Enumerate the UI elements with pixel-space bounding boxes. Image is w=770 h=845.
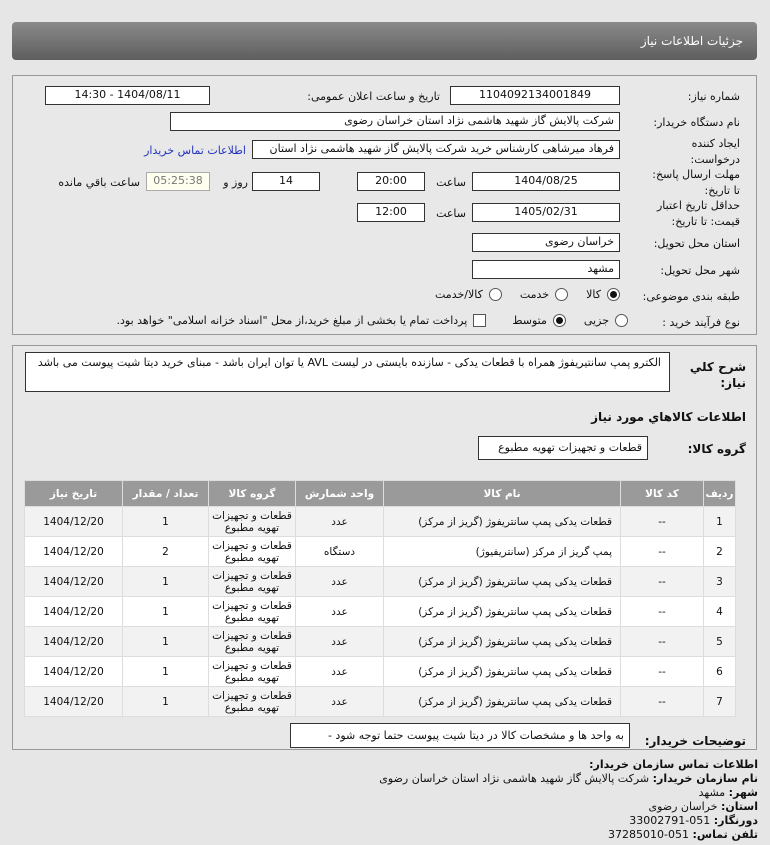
goods-name: قطعات یدکی پمپ سانتریفوژ (گریز از مرکز) — [384, 627, 621, 657]
process-radio-group — [18, 314, 628, 327]
contact-org: شرکت پالایش گاز شهید هاشمی نژاد استان خراسان رضوی — [379, 772, 650, 785]
contact-province-label: استان: — [721, 800, 758, 813]
unit: عدد — [296, 507, 384, 537]
process-medium-radio[interactable] — [553, 314, 566, 327]
goods-section-title: اطلاعات کالاهاي مورد نیاز — [591, 410, 746, 424]
goods-group: قطعات و تجهیزات تهویه مطبوع — [209, 567, 296, 597]
unit: عدد — [296, 687, 384, 717]
announce-label: تاریخ و ساعت اعلان عمومی: — [307, 90, 440, 103]
process-minor-label: جزیی — [583, 314, 609, 327]
category-label: طبقه بندی موضوعی: — [642, 290, 740, 303]
goods-code: -- — [621, 687, 704, 717]
goods-group: قطعات و تجهیزات تهویه مطبوع — [209, 537, 296, 567]
city-field: مشهد — [472, 260, 620, 279]
days-field: 14 — [252, 172, 320, 191]
table-row — [25, 657, 736, 687]
remaining-time-field: 05:25:38 — [146, 172, 210, 191]
goods-table — [24, 480, 736, 717]
need-number-field: 1104092134001849 — [450, 86, 620, 105]
table-row — [25, 627, 736, 657]
row-number: 4 — [704, 597, 736, 627]
validity-time-field: 12:00 — [357, 203, 425, 222]
row-number: 2 — [704, 537, 736, 567]
payment-note: پرداخت تمام یا بخشی از مبلغ خرید،از محل "اسناد خزانه اسلامی" خواهد بود. — [116, 314, 468, 327]
goods-name: قطعات یدکی پمپ سانتریفوژ (گریز از مرکز) — [384, 687, 621, 717]
creator-label: ایجاد کننده — [691, 137, 740, 150]
table-row — [25, 507, 736, 537]
contact-fax-label: دورنگار: — [713, 814, 758, 827]
contact-city: مشهد — [698, 786, 726, 799]
goods-code: -- — [621, 627, 704, 657]
goods-code: -- — [621, 567, 704, 597]
remaining-label: ساعت باقي مانده — [58, 176, 140, 189]
process-medium-label: متوسط — [512, 314, 547, 327]
quantity: 1 — [123, 597, 209, 627]
contact-phone: 051-37285010 — [608, 828, 690, 841]
need-date: 1404/12/20 — [25, 597, 123, 627]
buyer-notes-field: به واحد ها و مشخصات کالا در دیتا شیت پیوست حتما توجه شود - — [290, 723, 630, 748]
goods-code: -- — [621, 507, 704, 537]
goods-group-field: قطعات و تجهیزات تهویه مطبوع — [478, 436, 648, 460]
goods-group: قطعات و تجهیزات تهویه مطبوع — [209, 507, 296, 537]
goods-name: قطعات یدکی پمپ سانتریفوژ (گریز از مرکز) — [384, 507, 621, 537]
category-radio-group — [435, 288, 620, 301]
need-date: 1404/12/20 — [25, 627, 123, 657]
unit: عدد — [296, 567, 384, 597]
quantity: 1 — [123, 507, 209, 537]
buyer-contact-section — [379, 758, 758, 842]
contact-phone-label: تلفن تماس: — [692, 828, 758, 841]
need-date: 1404/12/20 — [25, 657, 123, 687]
col-qty: تعداد / مقدار — [123, 481, 209, 507]
table-row — [25, 567, 736, 597]
process-label: نوع فرآیند خرید : — [662, 316, 740, 329]
contact-city-label: شهر: — [728, 786, 758, 799]
contact-fax: 051-33002791 — [629, 814, 711, 827]
buyer-field: شرکت پالایش گاز شهید هاشمی نژاد استان خراسان رضوی — [170, 112, 620, 131]
validity-time-label: ساعت — [436, 207, 466, 220]
goods-group: قطعات و تجهیزات تهویه مطبوع — [209, 687, 296, 717]
need-date: 1404/12/20 — [25, 507, 123, 537]
goods-name: قطعات یدکی پمپ سانتریفوژ (گریز از مرکز) — [384, 597, 621, 627]
province-label: استان محل تحویل: — [653, 237, 740, 250]
deadline-label: مهلت ارسال پاسخ: — [652, 168, 740, 181]
category-goods-label: کالا — [586, 288, 601, 301]
contact-province: خراسان رضوی — [648, 800, 718, 813]
category-both-radio[interactable] — [489, 288, 502, 301]
validity-label-2: قیمت: تا تاریخ: — [671, 215, 740, 228]
col-row: ردیف — [704, 481, 736, 507]
need-date: 1404/12/20 — [25, 537, 123, 567]
days-label: روز و — [223, 176, 248, 189]
row-number: 6 — [704, 657, 736, 687]
category-goods-radio[interactable] — [607, 288, 620, 301]
creator-label-2: درخواست: — [690, 153, 740, 166]
description-label-2: نیاز: — [720, 376, 746, 390]
goods-group: قطعات و تجهیزات تهویه مطبوع — [209, 657, 296, 687]
deadline-date-field: 1404/08/25 — [472, 172, 620, 191]
goods-name: قطعات یدکی پمپ سانتریفوژ (گریز از مرکز) — [384, 567, 621, 597]
row-number: 5 — [704, 627, 736, 657]
description-label: شرح کلي — [689, 360, 746, 374]
goods-code: -- — [621, 597, 704, 627]
need-date: 1404/12/20 — [25, 567, 123, 597]
description-field: الکترو پمپ سانتیریفوژ همراه با قطعات یدکی - سازنده بایستی در لیست AVL یا توان ایران باشد - مبنای خرید دیتا شیت پیوست می باشد — [25, 352, 670, 392]
goods-code: -- — [621, 657, 704, 687]
buyer-contact-link[interactable]: اطلاعات تماس خریدار — [144, 144, 246, 157]
category-service-radio[interactable] — [555, 288, 568, 301]
quantity: 1 — [123, 627, 209, 657]
goods-group-label: گروه کالا: — [687, 442, 746, 456]
page-title: جزئیات اطلاعات نیاز — [640, 34, 743, 48]
table-row — [25, 597, 736, 627]
unit: عدد — [296, 657, 384, 687]
row-number: 7 — [704, 687, 736, 717]
goods-name: قطعات یدکی پمپ سانتریفوژ (گریز از مرکز) — [384, 657, 621, 687]
validity-date-field: 1405/02/31 — [472, 203, 620, 222]
creator-field: فرهاد میرشاهی کارشناس خرید شرکت پالایش گاز شهید هاشمی نژاد استان — [252, 140, 620, 159]
unit: دستگاه — [296, 537, 384, 567]
quantity: 1 — [123, 687, 209, 717]
table-row — [25, 537, 736, 567]
quantity: 1 — [123, 657, 209, 687]
city-label: شهر محل تحویل: — [660, 264, 740, 277]
validity-label: حداقل تاریخ اعتبار — [656, 199, 740, 212]
col-unit: واحد شمارش — [296, 481, 384, 507]
col-name: نام کالا — [384, 481, 621, 507]
province-field: خراسان رضوی — [472, 233, 620, 252]
process-minor-radio[interactable] — [615, 314, 628, 327]
goods-name: پمپ گریز از مرکز (سانتریفیوژ) — [384, 537, 621, 567]
goods-group: قطعات و تجهیزات تهویه مطبوع — [209, 627, 296, 657]
deadline-time-label: ساعت — [436, 176, 466, 189]
unit: عدد — [296, 597, 384, 627]
need-number-label: شماره نیاز: — [687, 90, 740, 103]
quantity: 2 — [123, 537, 209, 567]
deadline-label-2: تا تاریخ: — [704, 184, 740, 197]
col-date: تاریخ نیاز — [25, 481, 123, 507]
category-service-label: خدمت — [519, 288, 550, 301]
col-code: کد کالا — [621, 481, 704, 507]
table-header-row — [25, 481, 736, 507]
category-both-label: کالا/خدمت — [435, 288, 483, 301]
buyer-notes-label: توضیحات خریدار: — [644, 734, 746, 748]
contact-org-label: نام سازمان خریدار: — [652, 772, 758, 785]
announce-field: 1404/08/11 - 14:30 — [45, 86, 210, 105]
page-header — [12, 22, 757, 60]
need-date: 1404/12/20 — [25, 687, 123, 717]
treasury-checkbox[interactable] — [473, 314, 486, 327]
goods-code: -- — [621, 537, 704, 567]
row-number: 3 — [704, 567, 736, 597]
col-group: گروه کالا — [209, 481, 296, 507]
deadline-time-field: 20:00 — [357, 172, 425, 191]
row-number: 1 — [704, 507, 736, 537]
buyer-label: نام دستگاه خریدار: — [653, 116, 740, 129]
table-row — [25, 687, 736, 717]
goods-group: قطعات و تجهیزات تهویه مطبوع — [209, 597, 296, 627]
unit: عدد — [296, 627, 384, 657]
quantity: 1 — [123, 567, 209, 597]
contact-title: اطلاعات تماس سازمان خریدار: — [589, 758, 758, 771]
